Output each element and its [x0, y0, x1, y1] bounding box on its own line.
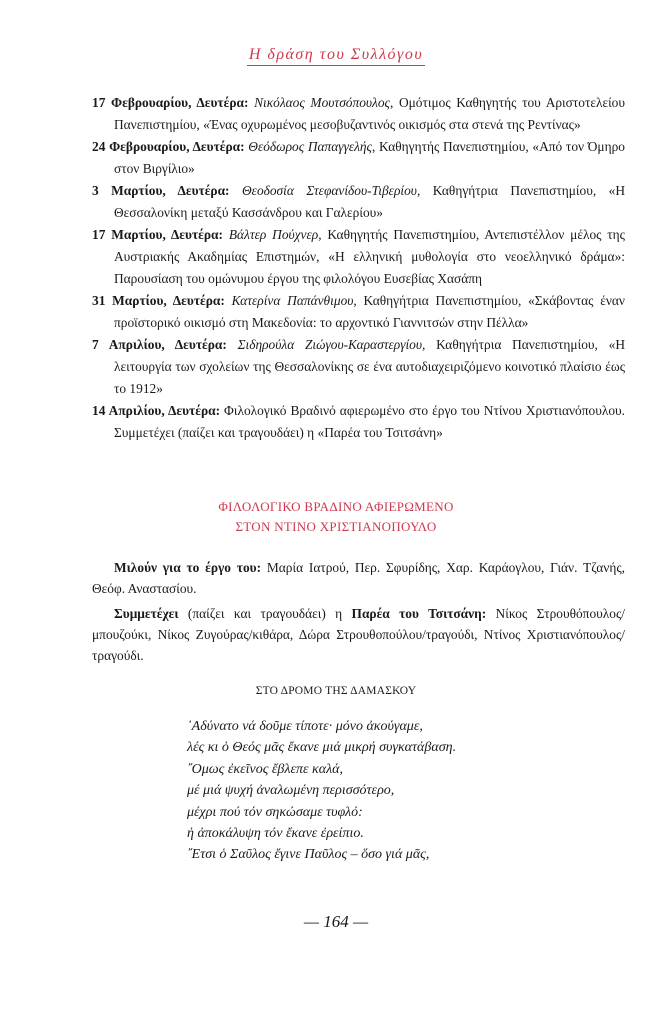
event-description: , Καθηγητής Πανεπιστημίου, «Από τον Όμηρο στον Βιργίλιο»	[114, 139, 625, 176]
event-item	[92, 92, 625, 136]
event-speaker: Θεόδωρος Παπαγγελής	[248, 139, 372, 154]
event-description: , Καθηγήτρια Πανεπιστημίου, «Σκάβοντας έναν προϊστορικό οικισμό στη Μακεδονία: το αρχοντικό Γιαννιτσών στην Πέλλα»	[114, 293, 625, 330]
event-date: 7 Απριλίου, Δευτέρα:	[92, 337, 227, 352]
event-item	[92, 290, 625, 334]
event-date: 17 Μαρτίου, Δευτέρα:	[92, 227, 223, 242]
event-date: 31 Μαρτίου, Δευτέρα:	[92, 293, 225, 308]
section-title-line: ΦΙΛΟΛΟΓΙΚΟ ΒΡΑΔΙΝΟ ΑΦΙΕΡΩΜΕΝΟ	[218, 499, 454, 514]
event-item	[92, 334, 625, 400]
event-date: 14 Απριλίου, Δευτέρα:	[92, 403, 221, 418]
events-list	[92, 92, 625, 444]
page-number: — 164 —	[303, 912, 369, 931]
event-speaker: Βάλτερ Πούχνερ	[228, 227, 319, 242]
event-description: Φιλολογικό Βραδινό αφιερωμένο στο έργο του Ντίνου Χριστιανόπουλου. Συμμετέχει (παίζει και τραγουδάει) η «Παρέα του Τσιτσάνη»	[114, 403, 625, 440]
poem-line: ᾿Αδύνατο νά δοῦμε τίποτε· μόνο ἀκούγαμε,	[187, 719, 423, 734]
event-description: , Καθηγήτρια Πανεπιστημίου, «Η Θεσσαλονίκη μεταξύ Κασσάνδρου και Γαλερίου»	[114, 183, 626, 220]
running-title: Η δράση του Συλλόγου	[247, 46, 425, 66]
poem-line: ῎Ομως ἐκεῖνος ἔβλεπε καλά,	[187, 761, 343, 777]
running-header	[0, 46, 672, 66]
poem-line: ῎Ετσι ὁ Σαῦλος ἔγινε Παῦλος – ὅσο γιά μᾶς,	[187, 847, 430, 863]
participants-text: Νίκος Στρουθόπουλος/μπουζούκι, Νίκος Ζυγούρας/κιθάρα, Δώρα Στρουθοπούλου/τραγούδι, Ντίνος Χριστιανόπουλος/τραγούδι.	[92, 606, 625, 663]
event-description: , Καθηγήτρια Πανεπιστημίου, «Η λειτουργία των σχολείων της Θεσσαλονίκης σε ένα αυτοδιαχειριζόμενο κοινοτικό πλαίσιο έως το 1912»	[114, 337, 625, 396]
section-title	[0, 497, 672, 537]
event-item	[92, 400, 625, 444]
speakers-paragraph	[92, 557, 625, 599]
poem-line: μέχρι πού τόν σηκώσαμε τυφλό:	[187, 804, 363, 820]
event-speaker: Σιδηρούλα Ζιώγου-Καραστεργίου	[237, 337, 423, 352]
speakers-text: Μαρία Ιατρού, Περ. Σφυρίδης, Χαρ. Καράογλου, Γιάν. Τζανής, Θεόφ. Αναστασίου.	[92, 560, 625, 596]
poem-title: ΣΤΟ ΔΡΟΜΟ ΤΗΣ ΔΑΜΑΣΚΟΥ	[255, 685, 417, 697]
event-speaker: Θεοδοσία Στεφανίδου-Τιβερίου	[242, 183, 417, 198]
event-item	[92, 180, 625, 224]
event-description: , Ομότιμος Καθηγητής του Αριστοτελείου Πανεπιστημίου, «Ένας οχυρωμένος μεσοβυζαντινός οικισμός στα στενά της Ρεντίνας»	[114, 95, 625, 132]
speakers-label: Μιλούν για το έργο του:	[114, 560, 262, 575]
poem-line: ἡ ἀποκάλυψη τόν ἔκανε ἐρείπιο.	[187, 826, 364, 842]
poem-line: μέ μιά ψυχή ἀναλωμένη περισσότερο,	[187, 783, 395, 799]
event-date: 3 Μαρτίου, Δευτέρα:	[92, 183, 230, 198]
poem	[187, 716, 607, 866]
section-body	[92, 557, 625, 670]
band-label: Παρέα του Τσιτσάνη:	[351, 606, 487, 621]
participates-label: Συμμετέχει	[114, 606, 179, 621]
event-speaker: Νικόλαος Μουτσόπουλος	[254, 95, 390, 110]
event-date: 17 Φεβρουαρίου, Δευτέρα:	[92, 95, 249, 110]
event-item	[92, 224, 625, 290]
poem-line: λές κι ὁ Θεός μᾶς ἔκανε μιά μικρή συγκατάβαση.	[187, 740, 457, 756]
event-speaker: Κατερίνα Παπάνθιμου	[231, 293, 354, 308]
event-date: 24 Φεβρουαρίου, Δευτέρα:	[92, 139, 245, 154]
section-title-line: ΣΤΟΝ ΝΤΙΝΟ ΧΡΙΣΤΙΑΝΟΠΟΥΛΟ	[235, 519, 437, 534]
participates-mid: (παίζει και τραγουδάει) η	[178, 606, 352, 621]
event-item	[92, 136, 625, 180]
event-description: , Καθηγητής Πανεπιστημίου, Αντεπιστέλλον μέλος της Αυστριακής Ακαδημίας Επιστημών, «Η ελληνική μυθολογία στο νεοελληνικό δράμα»: Παρουσίαση του ομώνυμου έργου της φιλολόγου Ευσεβίας Χασάπη	[114, 227, 625, 286]
participants-paragraph	[92, 603, 625, 666]
